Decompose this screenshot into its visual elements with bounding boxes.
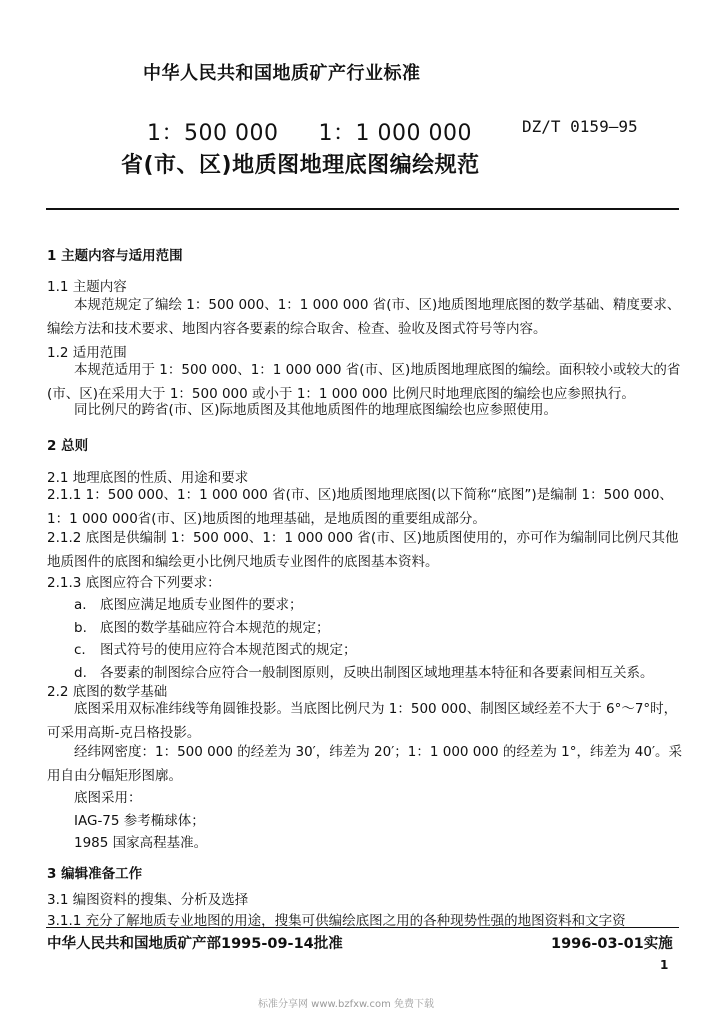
list-item: b. 底图的数学基础应符合本规范的规定； [74, 620, 330, 636]
section-1-1-paragraph: 本规范规定了编绘 1：500 000、1：1 000 000 省(市、区)地质图地理底图的数学基础、精度要求、编绘方法和技术要求、地图内容各要素的综合取舍、检查、验收及图式符号等内容。 [47, 297, 681, 337]
approval-note: 中华人民共和国地质矿产部1995-09-14批准 [47, 936, 343, 952]
scale-line [147, 116, 472, 147]
section-2-2-paragraph-3: 底图采用： [74, 790, 142, 806]
list-item: a. 底图应满足地质专业图件的要求； [74, 597, 303, 613]
title-divider [46, 208, 679, 210]
industry-standard-heading: 中华人民共和国地质矿产行业标准 [143, 63, 421, 84]
section-3-1-heading: 3.1 编图资料的搜集、分析及选择 [47, 892, 249, 908]
section-3-heading: 3 编辑准备工作 [47, 866, 143, 882]
section-2-2-paragraph-4: IAG-75 参考椭球体； [74, 813, 205, 829]
standard-code: DZ/T 0159—95 [522, 117, 638, 136]
section-2-2-paragraph-2: 经纬网密度：1：500 000 的经差为 30′，纬差为 20′；1：1 000 000 的经差为 1°，纬差为 40′。采用自由分幅矩形图廓。 [47, 744, 683, 784]
list-item: d. 各要素的制图综合应符合一般制图原则，反映出制图区域地理基本特征和各要素间相互关系。 [74, 665, 654, 681]
scale-1: 1：500 000 [147, 121, 279, 146]
watermark-text: 标准分享网 www.bzfxw.com 免费下载 [258, 999, 434, 1010]
list-item: c. 图式符号的使用应符合本规范图式的规定； [74, 642, 357, 658]
section-2-2-paragraph-5: 1985 国家高程基准。 [74, 835, 208, 851]
section-2-1-3-heading: 2.1.3 底图应符合下列要求： [47, 575, 221, 591]
section-2-heading: 2 总则 [47, 438, 89, 454]
page-number: 1 [660, 958, 669, 972]
document-title: 省(市、区)地质图地理底图编绘规范 [121, 153, 480, 178]
section-3-1-1-paragraph: 3.1.1 充分了解地质专业地图的用途，搜集可供编绘底图之用的各种现势性强的地图资料和文字资 [47, 913, 626, 929]
footer-divider [46, 927, 679, 928]
section-2-1-2-paragraph: 2.1.2 底图是供编制 1：500 000、1：1 000 000 省(市、区)地质图使用的，亦可作为编制同比例尺其他地质图件的底图和编绘更小比例尺地质专业图件的底图基本资料。 [47, 530, 679, 570]
section-1-2-paragraph-2: 同比例尺的跨省(市、区)际地质图及其他地质图件的地理底图编绘也应参照使用。 [74, 402, 558, 418]
scale-2: 1：1 000 000 [318, 121, 472, 146]
section-1-2-heading: 1.2 适用范围 [47, 345, 127, 361]
section-2-2-paragraph-1: 底图采用双标准纬线等角圆锥投影。当底图比例尺为 1：500 000、制图区域经差不大于 6°～7°时，可采用高斯-克吕格投影。 [47, 701, 678, 741]
section-2-1-heading: 2.1 地理底图的性质、用途和要求 [47, 470, 249, 486]
section-1-heading: 1 主题内容与适用范围 [47, 248, 183, 264]
section-1-2-paragraph-1: 本规范适用于 1：500 000、1：1 000 000 省(市、区)地质图地理底图的编绘。面积较小或较大的省(市、区)在采用大于 1：500 000 或小于 1：1 000 000 比例尺时地理底图的编绘也应参照执行。 [47, 362, 681, 402]
section-1-1-heading: 1.1 主题内容 [47, 279, 127, 295]
section-2-2-heading: 2.2 底图的数学基础 [47, 684, 168, 700]
section-2-1-1-paragraph: 2.1.1 1：500 000、1：1 000 000 省(市、区)地质图地理底图(以下简称“底图”)是编制 1：500 000、1：1 000 000省(市、区)地质图的地理基础，是地质图的重要组成部分。 [47, 487, 673, 527]
effective-date: 1996-03-01实施 [551, 936, 673, 952]
